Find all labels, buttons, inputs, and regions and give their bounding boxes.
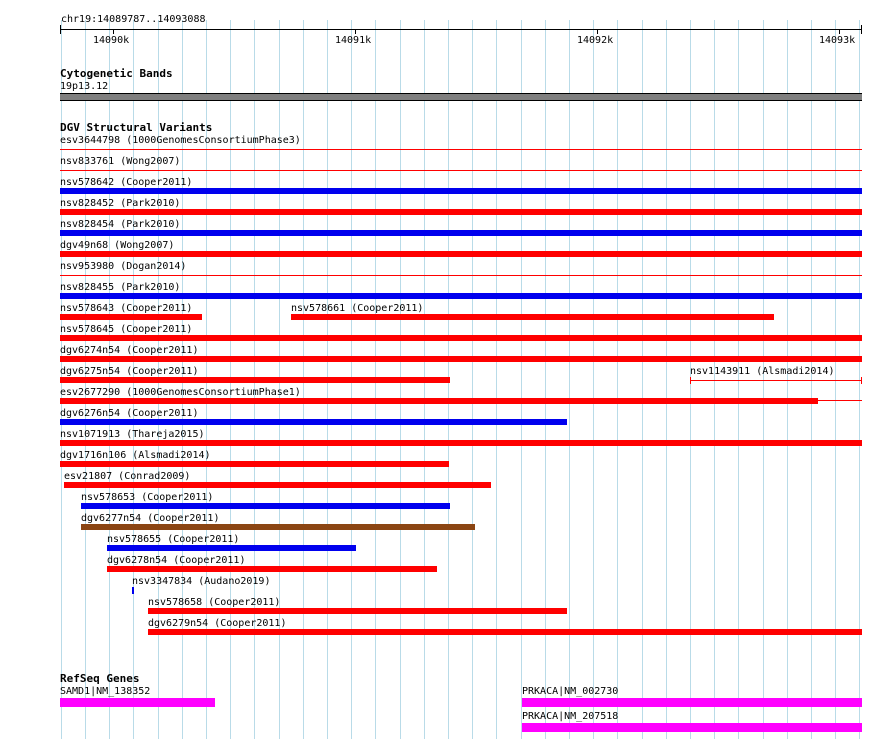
variant-feature[interactable] [64, 482, 491, 488]
variant-feature[interactable] [81, 524, 475, 530]
gene-feature[interactable] [522, 698, 862, 707]
feature-label: esv21807 (Conrad2009) [64, 471, 191, 482]
ruler-tick-label: 14093k [819, 35, 856, 46]
variant-feature[interactable] [60, 398, 862, 404]
variant-feature[interactable] [60, 209, 862, 215]
variant-feature[interactable] [60, 188, 862, 194]
feature-label: nsv828454 (Park2010) [60, 219, 181, 230]
feature-label: nsv1071913 (Thareja2015) [60, 429, 205, 440]
feature-label: nsv578655 (Cooper2011) [107, 534, 240, 545]
cytoband-bar[interactable] [60, 93, 862, 101]
variant-feature[interactable] [60, 314, 202, 320]
ruler-tick [355, 30, 356, 34]
feature-label: dgv6278n54 (Cooper2011) [107, 555, 246, 566]
gene-label: SAMD1|NM_138352 [60, 686, 151, 697]
feature-label: nsv3347834 (Audano2019) [132, 576, 271, 587]
feature-label: dgv6277n54 (Cooper2011) [81, 513, 220, 524]
feature-label: nsv578658 (Cooper2011) [148, 597, 281, 608]
ruler-region: chr19:14089787..14093088 [61, 14, 206, 25]
ruler-tick [839, 30, 840, 34]
variant-feature[interactable] [60, 377, 450, 383]
feature-label: dgv6274n54 (Cooper2011) [60, 345, 199, 356]
feature-label: dgv6279n54 (Cooper2011) [148, 618, 287, 629]
ruler-tick [113, 30, 114, 34]
variant-feature[interactable] [60, 356, 862, 362]
ruler-end-tick-left [60, 25, 61, 34]
variant-feature[interactable] [60, 170, 862, 171]
variant-feature[interactable] [60, 230, 862, 236]
feature-label: nsv578653 (Cooper2011) [81, 492, 214, 503]
cytoband-label: 19p13.12 [60, 81, 109, 92]
feature-label: dgv6275n54 (Cooper2011) [60, 366, 199, 377]
gene-label: PRKACA|NM_002730 [522, 686, 619, 697]
feature-label: dgv6276n54 (Cooper2011) [60, 408, 199, 419]
track-title: Cytogenetic Bands [60, 67, 173, 80]
gene-feature[interactable] [60, 698, 215, 707]
ruler-axis-line [60, 29, 862, 30]
gene-label: PRKACA|NM_207518 [522, 711, 619, 722]
ruler-tick-label: 14091k [335, 35, 372, 46]
variant-feature[interactable] [60, 335, 862, 341]
variant-feature[interactable] [148, 629, 862, 635]
feature-label: esv2677290 (1000GenomesConsortiumPhase1) [60, 387, 301, 398]
feature-label: nsv578661 (Cooper2011) [291, 303, 424, 314]
feature-label: nsv828452 (Park2010) [60, 198, 181, 209]
feature-label: nsv828455 (Park2010) [60, 282, 181, 293]
variant-feature[interactable] [107, 545, 356, 551]
feature-label: dgv49n68 (Wong2007) [60, 240, 175, 251]
variant-feature[interactable] [60, 251, 862, 257]
variant-feature[interactable] [60, 419, 567, 425]
feature-label: nsv578643 (Cooper2011) [60, 303, 193, 314]
feature-label: nsv953980 (Dogan2014) [60, 261, 187, 272]
ruler-tick [597, 30, 598, 34]
feature-label: nsv578642 (Cooper2011) [60, 177, 193, 188]
variant-feature[interactable] [132, 587, 134, 594]
feature-label: nsv578645 (Cooper2011) [60, 324, 193, 335]
variant-feature[interactable] [107, 566, 437, 572]
feature-label: nsv833761 (Wong2007) [60, 156, 181, 167]
variant-feature[interactable] [60, 149, 862, 150]
variant-feature[interactable] [291, 314, 774, 320]
ruler-tick-label: 14090k [93, 35, 130, 46]
variant-feature[interactable] [60, 275, 862, 276]
feature-label: dgv1716n106 (Alsmadi2014) [60, 450, 211, 461]
ruler-tick-label: 14092k [577, 35, 614, 46]
variant-feature[interactable] [81, 503, 450, 509]
variant-feature[interactable] [60, 440, 862, 446]
variant-feature[interactable] [60, 293, 862, 299]
variant-feature[interactable] [690, 377, 862, 384]
ruler-end-tick-right [861, 25, 862, 34]
variant-feature[interactable] [148, 608, 567, 614]
gene-feature[interactable] [522, 723, 862, 732]
feature-label: esv3644798 (1000GenomesConsortiumPhase3) [60, 135, 301, 146]
track-title: RefSeq Genes [60, 672, 140, 685]
track-title: DGV Structural Variants [60, 121, 213, 134]
variant-feature[interactable] [60, 461, 449, 467]
feature-label: nsv1143911 (Alsmadi2014) [690, 366, 835, 377]
